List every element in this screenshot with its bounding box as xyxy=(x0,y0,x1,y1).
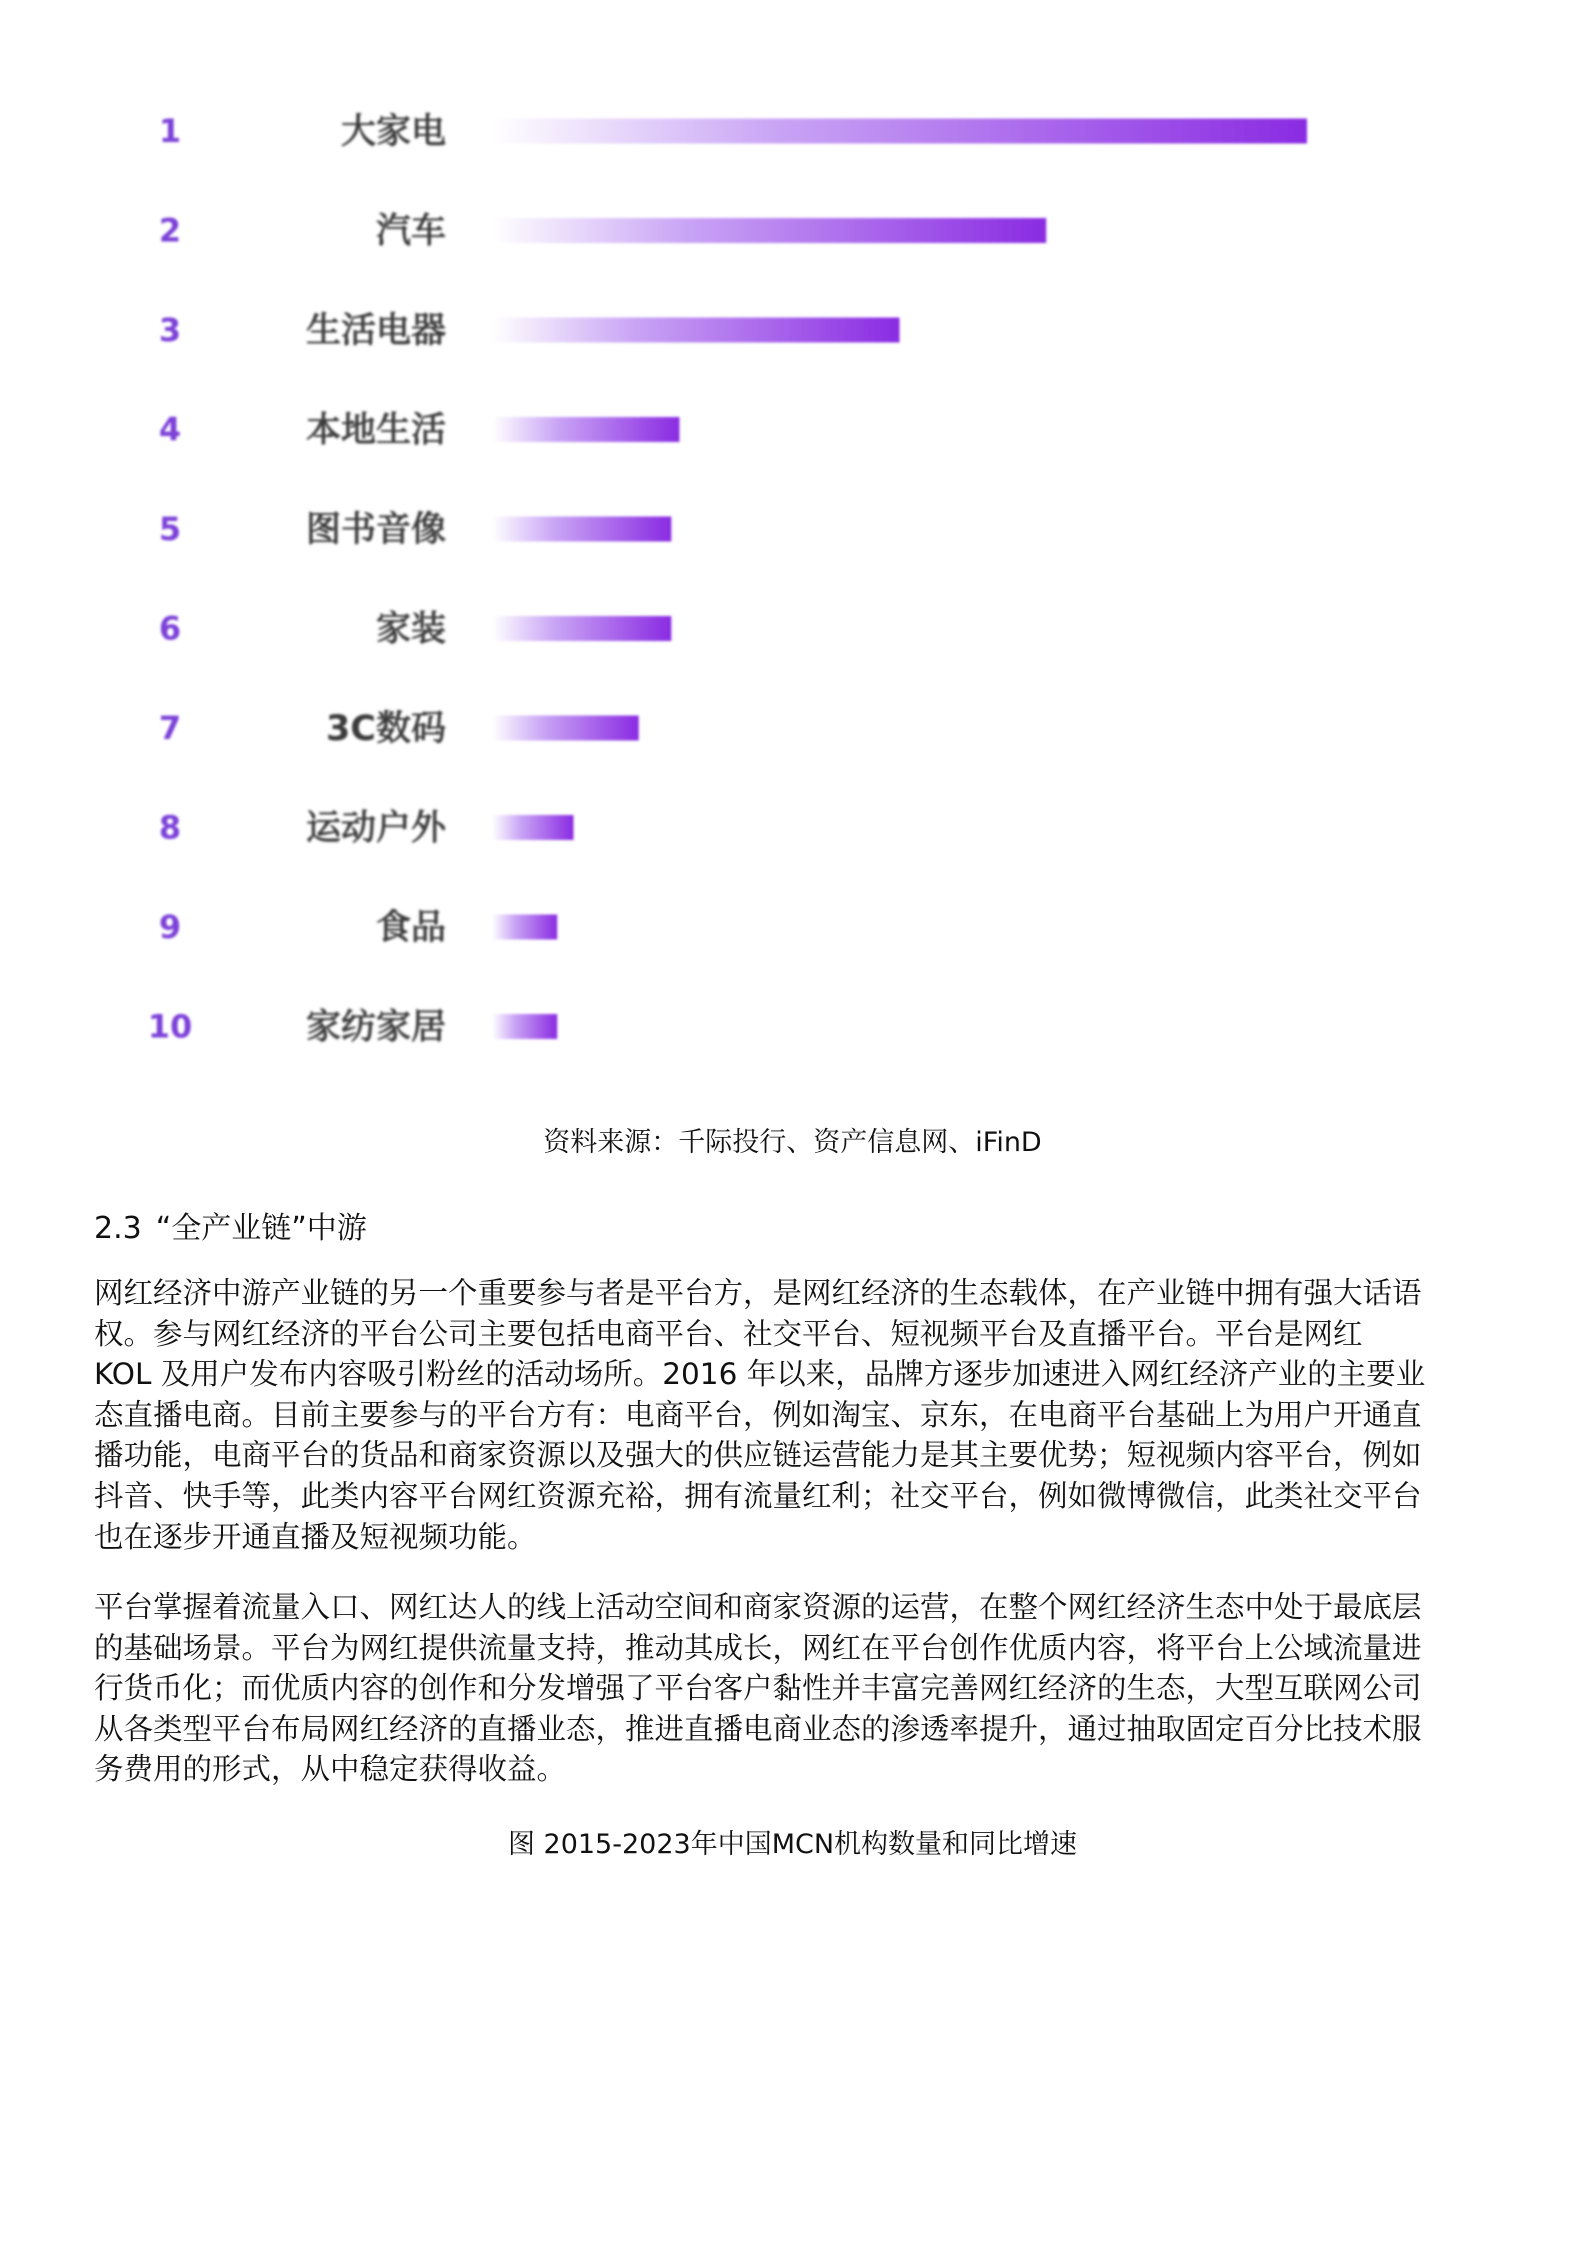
rank-label: 7 xyxy=(158,709,182,747)
category-label: 本地生活 xyxy=(305,410,446,451)
rank-label: 2 xyxy=(158,211,182,250)
paragraph-line: 网红经济中游产业链的另一个重要参与者是平台方，是网红经济的生态载体，在产业链中拥有强大话语 xyxy=(94,1276,1422,1310)
paragraph-line: 行货币化；而优质内容的创作和分发增强了平台客户黏性并丰富完善网红经济的生态，大型互联网公司 xyxy=(94,1671,1422,1706)
category-label: 食品 xyxy=(375,908,446,948)
bar xyxy=(492,218,1046,243)
category-label: 家装 xyxy=(375,609,446,650)
rank-label: 5 xyxy=(158,510,182,548)
paragraph-line: 务费用的形式，从中稳定获得收益。 xyxy=(94,1752,567,1787)
bar xyxy=(492,1014,557,1039)
category-label: 3C数码 xyxy=(325,709,446,749)
rank-label: 4 xyxy=(158,410,182,449)
paragraph-platform-value xyxy=(94,1587,1500,1790)
bar xyxy=(492,318,900,343)
bar xyxy=(492,119,1307,144)
paragraph-line: 也在逐步开通直播及短视频功能。 xyxy=(94,1519,537,1554)
bar xyxy=(492,417,679,442)
rank-label: 10 xyxy=(147,1007,193,1046)
category-label: 运动户外 xyxy=(305,808,446,849)
category-label: 大家电 xyxy=(340,112,446,152)
section-title: “全产业链”中游 xyxy=(155,1211,367,1246)
paragraph-line: 权。参与网红经济的平台公司主要包括电商平台、社交平台、短视频平台及直播平台。平台是网红 xyxy=(94,1316,1363,1351)
rank-label: 9 xyxy=(158,908,182,946)
section-number: 2.3 xyxy=(94,1211,142,1246)
paragraph-line: 平台掌握着流量入口、网红达人的线上活动空间和商家资源的运营，在整个网红经济生态中处于最底层 xyxy=(94,1590,1422,1624)
paragraph-line: 从各类型平台布局网红经济的直播业态，推进直播电商业态的渗透率提升，通过抽取固定百分比技术服 xyxy=(94,1711,1422,1746)
paragraph-line: 态直播电商。目前主要参与的平台方有：电商平台，例如淘宝、京东，在电商平台基础上为用户开通直 xyxy=(94,1397,1422,1432)
bar xyxy=(492,915,557,940)
bar xyxy=(492,815,574,840)
figure-caption: 图 2015-2023年中国MCN机构数量和同比增速 xyxy=(507,1829,1078,1860)
category-label: 图书音像 xyxy=(305,510,446,550)
bar xyxy=(492,517,671,542)
paragraph-line: 的基础场景。平台为网红提供流量支持，推动其成长，网红在平台创作优质内容，将平台上公域流量进 xyxy=(94,1630,1422,1665)
rank-label: 8 xyxy=(158,808,182,847)
category-label: 生活电器 xyxy=(305,311,446,351)
bar xyxy=(492,616,671,641)
paragraph-line: 播功能，电商平台的货品和商家资源以及强大的供应链运营能力是其主要优势；短视频内容平台，例如 xyxy=(94,1438,1422,1473)
category-label: 汽车 xyxy=(375,211,446,252)
paragraph-line: 抖音、快手等，此类内容平台网红资源充裕，拥有流量红利；社交平台，例如微博微信，此类社交平台 xyxy=(94,1478,1422,1513)
bar xyxy=(492,716,639,741)
section-heading xyxy=(94,1203,381,1247)
category-label: 家纺家居 xyxy=(305,1007,446,1048)
rank-label: 6 xyxy=(158,609,182,648)
source-caption: 资料来源：千际投行、资产信息网、iFinD xyxy=(543,1127,1042,1158)
rank-label: 3 xyxy=(158,311,182,349)
paragraph-line: KOL 及用户发布内容吸引粉丝的活动场所。2016 年以来，品牌方逐步加速进入网红经济产业的主要业 xyxy=(94,1357,1426,1392)
paragraph-platform-role xyxy=(94,1273,1500,1557)
ranking-bar-chart xyxy=(0,0,1585,1080)
rank-label: 1 xyxy=(158,112,182,150)
